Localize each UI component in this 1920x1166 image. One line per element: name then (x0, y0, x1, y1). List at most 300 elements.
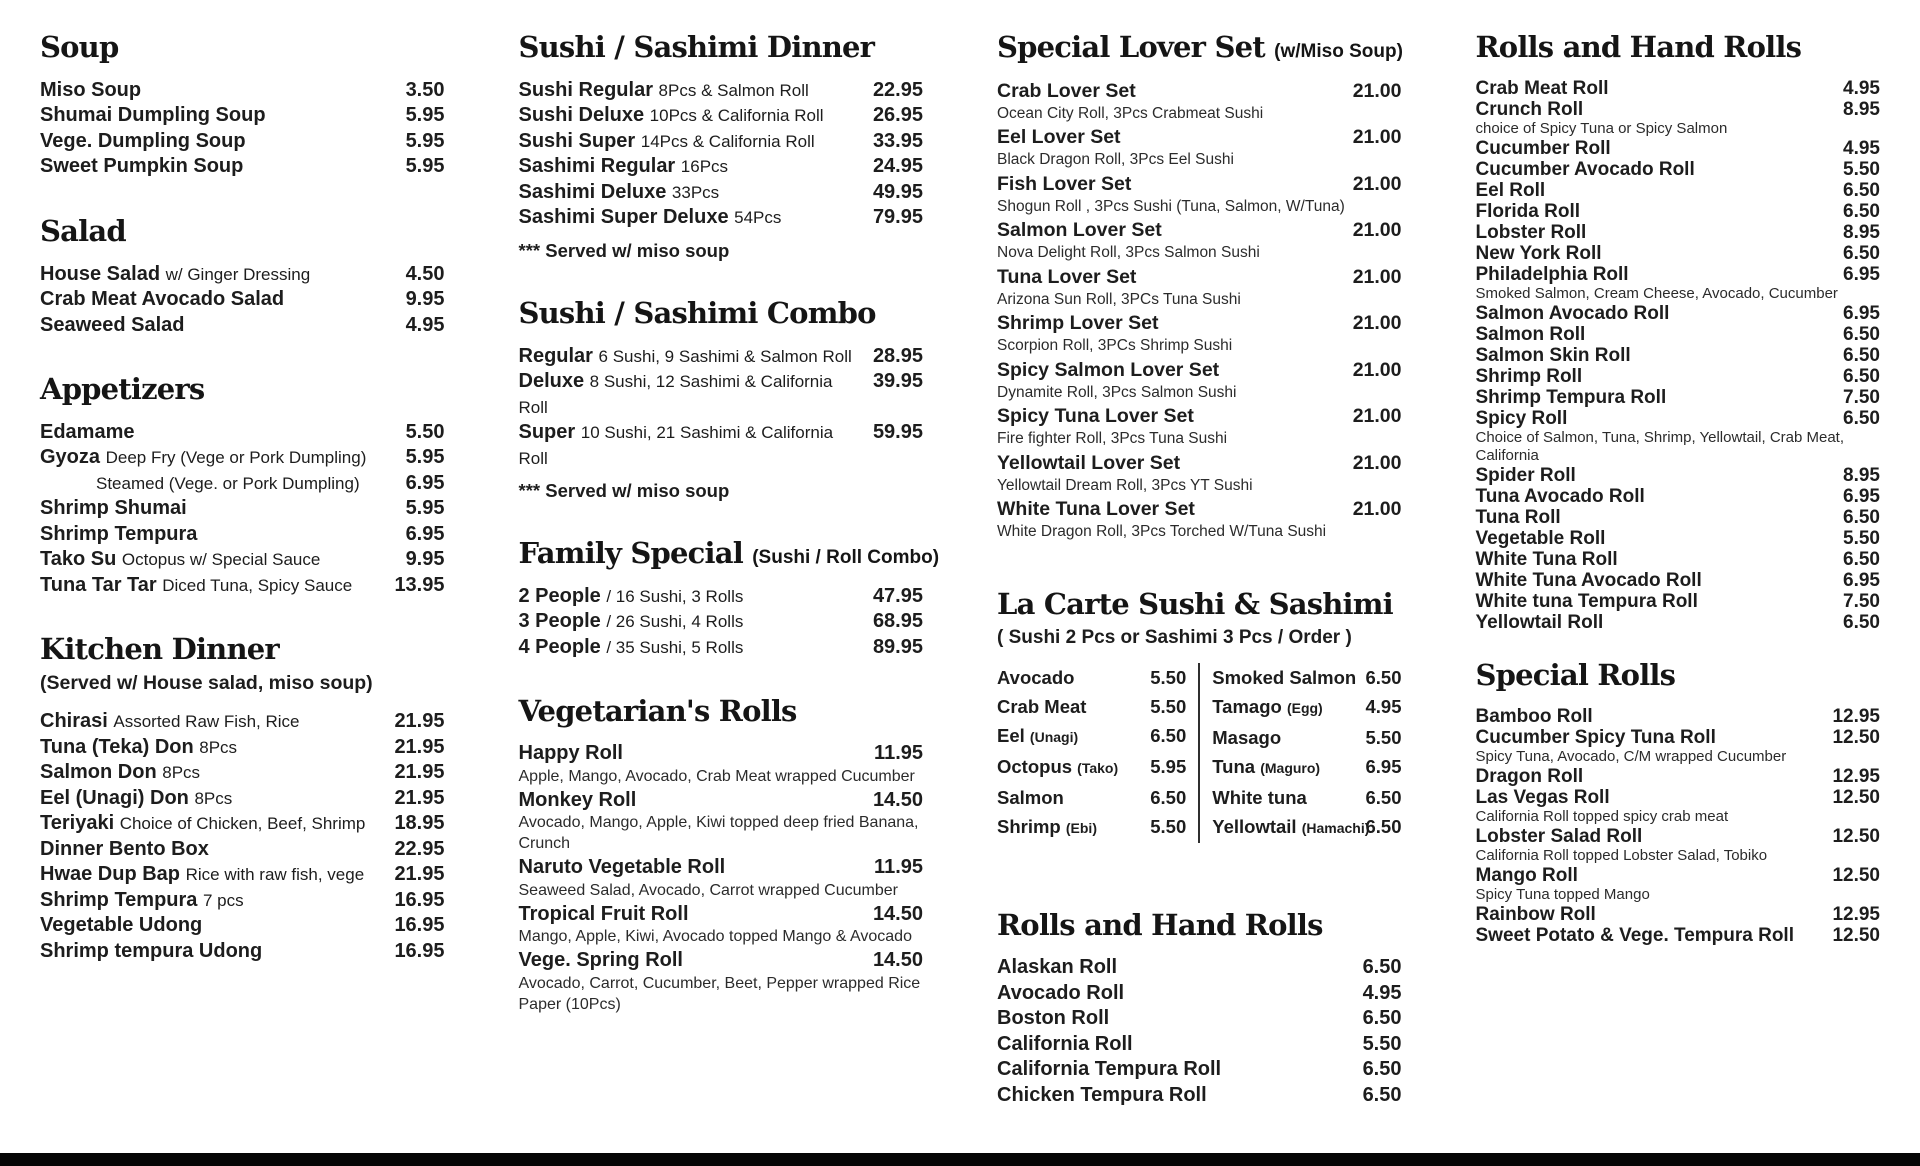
menu-item (40, 496, 445, 522)
item-price: 6.50 (1843, 365, 1880, 387)
item-price: 6.50 (1362, 1058, 1402, 1081)
lacarte-columns (997, 663, 1402, 843)
item-price: 12.50 (1832, 825, 1880, 847)
menu-item (40, 287, 445, 313)
menu-item (997, 981, 1402, 1007)
item-text (1476, 865, 1823, 886)
item-description: White Dragon Roll, 3Pcs Torched W/Tuna Sushi (997, 523, 1327, 541)
item-text (519, 856, 865, 880)
item-name: Eel Lover Set (997, 126, 1121, 149)
item-text (1212, 783, 1361, 812)
menu-item (40, 420, 445, 446)
menu-item (1476, 408, 1881, 429)
item-detail: 33Pcs (671, 182, 720, 202)
item-name: Teriyaki (40, 812, 115, 835)
item-price: 5.50 (1150, 666, 1187, 688)
item-text (997, 692, 1146, 721)
item-text (40, 837, 384, 863)
item-name: Boston Roll (997, 1007, 1110, 1030)
item-text (40, 78, 396, 104)
item-price: 16.95 (394, 888, 445, 911)
item-price: 6.50 (1150, 786, 1187, 808)
menu-item (1476, 99, 1881, 120)
item-price: 5.50 (1843, 158, 1880, 180)
item-name: White tuna (1212, 786, 1307, 808)
item-name: Shrimp (997, 815, 1061, 837)
menu-item (1212, 812, 1401, 843)
item-price: 6.50 (1843, 200, 1880, 222)
item-text (40, 313, 396, 339)
item-price: 6.50 (1362, 1007, 1402, 1030)
item-detail: (Unagi) (1029, 728, 1079, 745)
menu-item (519, 205, 924, 231)
item-text (997, 450, 1343, 476)
item-text (997, 264, 1343, 290)
item-price: 21.00 (1352, 312, 1402, 335)
section-title-text: Rolls and Hand Rolls (1475, 30, 1802, 64)
item-price: 5.50 (1843, 527, 1880, 549)
menu-item (519, 635, 924, 661)
item-text (519, 609, 863, 635)
item-price: 89.95 (872, 635, 923, 658)
menu-item (997, 812, 1186, 843)
menu-item (997, 1032, 1402, 1058)
menu-item (997, 692, 1186, 721)
menu-item (1476, 570, 1881, 591)
item-detail: Choice of Chicken, Beef, Shrimp (119, 814, 366, 834)
item-name: Salmon (997, 786, 1064, 808)
item-name: Chirasi (40, 710, 108, 733)
item-text (1476, 222, 1834, 243)
item-text (1476, 904, 1823, 925)
item-price: 6.95 (1843, 302, 1880, 324)
item-name: Eel (Unagi) Don (40, 786, 189, 809)
item-text (519, 129, 863, 155)
item-text (1476, 925, 1823, 946)
item-detail: 7 pcs (203, 890, 244, 910)
item-text (1476, 591, 1834, 612)
item-detail: (Ebi) (1065, 819, 1097, 836)
item-price: 47.95 (872, 584, 923, 607)
menu-item (1476, 766, 1881, 787)
section-title (40, 30, 445, 65)
item-text (40, 709, 384, 735)
item-name: Masago (1212, 726, 1282, 748)
item-text (40, 573, 384, 599)
menu-item (997, 1006, 1402, 1032)
menu-item (1212, 663, 1401, 692)
item-text (997, 78, 1343, 104)
item-name: Sushi Super (518, 129, 636, 152)
item-price: 6.50 (1843, 179, 1880, 201)
item-text (997, 721, 1146, 752)
item-description: Nova Delight Roll, 3Pcs Salmon Sushi (997, 244, 1260, 262)
item-price: 21.00 (1352, 405, 1402, 428)
menu-column (40, 30, 445, 1142)
section-title-text: Rolls and Hand Rolls (997, 907, 1323, 942)
item-price: 49.95 (872, 180, 923, 203)
item-description: California Roll topped spicy crab meat (1475, 807, 1729, 825)
item-detail: 54Pcs (734, 208, 782, 228)
item-description: Spicy Tuna, Avocado, C/M wrapped Cucumber (1475, 747, 1787, 765)
item-price: 8.95 (1843, 98, 1880, 120)
item-name: Spicy Tuna Lover Set (997, 405, 1194, 428)
item-name: Octopus (997, 755, 1073, 777)
menu-item (1476, 222, 1881, 243)
item-price: 14.50 (872, 788, 923, 811)
item-price: 6.50 (1150, 724, 1187, 746)
item-name: Smoked Salmon (1212, 666, 1357, 688)
item-name: Lobster Salad Roll (1475, 825, 1643, 847)
item-price: 26.95 (872, 104, 923, 127)
section-title (518, 536, 940, 571)
item-text (1476, 612, 1834, 633)
item-text (1476, 303, 1834, 324)
item-price: 4.95 (405, 313, 445, 336)
menu-item (997, 264, 1402, 290)
item-price: 59.95 (872, 421, 923, 444)
menu-item (997, 721, 1186, 752)
item-text (1212, 723, 1361, 752)
item-detail: 6 Sushi, 9 Sashimi & Salmon Roll (598, 346, 852, 366)
section-title (40, 372, 445, 407)
item-price: 6.50 (1362, 956, 1402, 979)
item-text (1476, 78, 1834, 99)
menu-item (1476, 180, 1881, 201)
item-price: 12.50 (1832, 864, 1880, 886)
item-name: Crab Lover Set (997, 79, 1136, 102)
menu-item (1476, 904, 1881, 925)
item-price: 33.95 (872, 129, 923, 152)
section-title (1476, 30, 1881, 65)
item-price: 8.95 (1843, 464, 1880, 486)
item-price: 5.95 (405, 129, 445, 152)
item-text (997, 403, 1343, 429)
item-name: Fish Lover Set (997, 172, 1132, 195)
item-text (1476, 727, 1823, 748)
menu-item (40, 939, 445, 965)
menu-item (997, 450, 1402, 476)
item-name: Cucumber Spicy Tuna Roll (1475, 726, 1716, 748)
menu-item (1476, 787, 1881, 808)
menu-item (519, 103, 924, 129)
item-description: Arizona Sun Roll, 3PCs Tuna Sushi (997, 290, 1241, 308)
menu-section (997, 30, 1402, 543)
item-name: Tuna (1212, 755, 1256, 777)
item-detail: (Tako) (1077, 759, 1119, 776)
item-price: 12.95 (1832, 903, 1880, 925)
item-name: Eel (997, 724, 1025, 746)
item-price: 21.00 (1352, 498, 1402, 521)
item-name: Happy Roll (518, 742, 623, 765)
item-price: 21.00 (1352, 219, 1402, 242)
item-name: Yellowtail (1212, 815, 1297, 837)
item-detail: (Maguro) (1260, 759, 1321, 776)
item-detail: / 16 Sushi, 3 Rolls (606, 586, 744, 606)
item-text (40, 103, 396, 129)
item-name: Miso Soup (40, 78, 142, 101)
section-title (997, 908, 1402, 943)
menu-column (997, 30, 1402, 1142)
item-text (519, 949, 863, 973)
menu-item (997, 1083, 1402, 1109)
item-text (997, 981, 1353, 1007)
menu-item (1476, 159, 1881, 180)
menu-item (997, 310, 1402, 336)
item-name: White Tuna Avocado Roll (1475, 569, 1702, 591)
item-price: 6.50 (1365, 786, 1402, 808)
bottom-edge-bar (0, 1153, 1920, 1166)
menu-item (40, 78, 445, 104)
menu-item (997, 783, 1186, 812)
item-text (1476, 366, 1834, 387)
item-text (96, 471, 396, 497)
item-price: 79.95 (872, 206, 923, 229)
item-text (519, 903, 863, 927)
menu-item (1476, 324, 1881, 345)
item-text (519, 369, 863, 420)
item-name: Shumai Dumpling Soup (40, 104, 266, 127)
section-title-text: Special Lover Set (997, 30, 1265, 64)
item-name: Crab Meat Roll (1475, 77, 1609, 99)
item-text (519, 205, 863, 231)
item-detail: Diced Tuna, Spicy Sauce (162, 575, 353, 595)
menu-item (40, 786, 445, 812)
item-name: Lobster Roll (1475, 221, 1587, 243)
menu-item (997, 217, 1402, 243)
item-text (997, 752, 1146, 783)
menu-section (40, 30, 445, 180)
menu-section (40, 372, 445, 598)
item-text (519, 420, 863, 471)
item-name: Shrimp Tempura (40, 888, 198, 911)
section-title (519, 296, 924, 331)
item-price: 5.50 (1362, 1032, 1402, 1055)
item-name: Salmon Lover Set (997, 219, 1162, 242)
item-price: 24.95 (872, 155, 923, 178)
item-name: White Tuna Roll (1475, 548, 1618, 570)
item-text (40, 939, 384, 965)
item-text (40, 154, 396, 180)
item-name: Vege. Dumpling Soup (40, 129, 246, 152)
item-name: Super (518, 421, 576, 444)
menu-section (40, 214, 445, 338)
item-detail: 14Pcs & California Roll (640, 131, 815, 151)
item-detail: 8Pcs & Salmon Roll (658, 80, 809, 100)
item-price: 22.95 (872, 78, 923, 101)
item-name: California Roll (997, 1032, 1133, 1055)
item-text (1476, 787, 1823, 808)
item-price: 4.95 (1365, 695, 1402, 717)
item-name: Sashimi Regular (518, 155, 676, 178)
section-title (997, 587, 1402, 622)
item-price: 8.95 (1843, 221, 1880, 243)
item-text (997, 783, 1146, 812)
item-name: Tako Su (40, 548, 117, 571)
menu-item (40, 709, 445, 735)
item-price: 28.95 (872, 344, 923, 367)
item-price: 5.95 (405, 104, 445, 127)
item-text (997, 1083, 1353, 1109)
menu-item (40, 154, 445, 180)
menu-section (997, 587, 1402, 843)
item-name: Philadelphia Roll (1475, 263, 1629, 285)
item-name: Avocado (997, 666, 1075, 688)
item-text (519, 635, 863, 661)
item-text (1476, 387, 1834, 408)
menu-item (40, 888, 445, 914)
item-text (1476, 826, 1823, 847)
item-name: Shrimp Lover Set (997, 312, 1159, 335)
item-text (40, 496, 396, 522)
section-subtitle: (Served w/ House salad, miso soup) (40, 672, 373, 695)
menu-item (519, 949, 924, 973)
item-text (1476, 243, 1834, 264)
section-subtitle: ( Sushi 2 Pcs or Sashimi 3 Pcs / Order ) (997, 626, 1352, 648)
item-name: Deluxe (518, 370, 585, 393)
item-detail: Octopus w/ Special Sauce (121, 550, 321, 570)
menu-item (997, 955, 1402, 981)
item-text (1476, 99, 1834, 120)
item-name: Crunch Roll (1475, 98, 1584, 120)
item-name: Gyoza (40, 446, 101, 469)
menu-item (1476, 865, 1881, 886)
menu-item (40, 573, 445, 599)
item-name: Sushi Regular (518, 78, 653, 101)
item-name: Florida Roll (1475, 200, 1580, 222)
item-text (997, 1006, 1353, 1032)
item-text (1476, 408, 1834, 429)
item-name: Cucumber Roll (1475, 137, 1611, 159)
item-text (1212, 663, 1361, 692)
item-text (997, 1057, 1353, 1083)
item-price: 16.95 (394, 914, 445, 937)
item-text (519, 584, 863, 610)
item-price: 21.00 (1352, 126, 1402, 149)
menu-item (40, 735, 445, 761)
menu-section (519, 296, 924, 502)
item-price: 4.50 (405, 262, 445, 285)
item-name: Yellowtail Lover Set (997, 451, 1181, 474)
item-name: Tuna Lover Set (997, 265, 1137, 288)
item-name: Tamago (1212, 695, 1282, 717)
menu-item (40, 313, 445, 339)
item-description: Shogun Roll , 3Pcs Sushi (Tuna, Salmon, W/Tuna) (997, 197, 1345, 215)
menu-item (997, 124, 1402, 150)
item-price: 5.50 (1150, 815, 1187, 837)
menu-item (40, 862, 445, 888)
item-detail: Rice with raw fish, vege (185, 865, 365, 885)
section-title-text: Sushi / Sashimi Dinner (518, 30, 875, 64)
menu-item (40, 547, 445, 573)
item-text (997, 171, 1343, 197)
menu-item (1476, 138, 1881, 159)
item-name: Monkey Roll (518, 788, 637, 811)
item-text (40, 522, 396, 548)
item-description: Smoked Salmon, Cream Cheese, Avocado, Cucumber (1475, 284, 1838, 302)
item-text (997, 496, 1343, 522)
item-text (519, 78, 863, 104)
item-price: 6.50 (1843, 506, 1880, 528)
item-name: Naruto Vegetable Roll (518, 856, 726, 879)
item-description: Dynamite Roll, 3Pcs Salmon Sushi (997, 383, 1237, 401)
item-text (1476, 465, 1834, 486)
item-price: 5.95 (1150, 755, 1187, 777)
item-price: 6.50 (1843, 242, 1880, 264)
item-text (997, 955, 1353, 981)
item-text (1476, 570, 1834, 591)
menu-section (1476, 658, 1881, 946)
item-price: 5.95 (405, 155, 445, 178)
item-text (40, 129, 396, 155)
menu-item (997, 357, 1402, 383)
menu-item (40, 913, 445, 939)
item-text (1476, 549, 1834, 570)
item-description: Avocado, Mango, Apple, Kiwi topped deep fried Banana, Crunch (518, 814, 919, 853)
item-text (1476, 486, 1834, 507)
item-name: Vegetable Roll (1475, 527, 1606, 549)
menu-item (40, 837, 445, 863)
item-name: Vegetable Udong (40, 914, 203, 937)
item-name: Sweet Potato & Vege. Tempura Roll (1475, 924, 1794, 946)
item-detail: Steamed (Vege. or Pork Dumpling) (96, 473, 360, 493)
item-price: 68.95 (872, 610, 923, 633)
item-price: 6.50 (1843, 407, 1880, 429)
section-title (40, 214, 445, 249)
item-name: Tuna Roll (1475, 506, 1561, 528)
item-name: Hwae Dup Bap (40, 863, 181, 886)
section-note: *** Served w/ miso soup (518, 480, 730, 502)
item-description: Fire fighter Roll, 3Pcs Tuna Sushi (997, 430, 1228, 448)
item-name: Seaweed Salad (40, 313, 185, 336)
item-name: Sushi Deluxe (518, 104, 645, 127)
item-text (1212, 692, 1361, 723)
item-price: 4.95 (1843, 77, 1880, 99)
menu-item (1476, 549, 1881, 570)
item-name: Shrimp Shumai (40, 497, 187, 520)
menu-item (1476, 78, 1881, 99)
item-price: 13.95 (394, 573, 445, 596)
menu-item (40, 811, 445, 837)
menu-item (1476, 591, 1881, 612)
item-text (519, 180, 863, 206)
item-detail: 10 Sushi, 21 Sashimi & California Roll (518, 423, 834, 468)
item-price: 21.95 (394, 761, 445, 784)
menu-section (519, 694, 924, 1014)
item-text (1212, 752, 1361, 783)
item-name: Sashimi Deluxe (518, 180, 667, 203)
menu-item (1476, 243, 1881, 264)
menu-item (519, 609, 924, 635)
item-name: Regular (518, 344, 593, 367)
menu-item (1476, 727, 1881, 748)
item-text (40, 420, 396, 446)
item-name: Bamboo Roll (1475, 705, 1593, 727)
menu-item (1476, 465, 1881, 486)
menu-item (1476, 507, 1881, 528)
item-name: Chicken Tempura Roll (997, 1083, 1207, 1106)
menu-item (40, 445, 445, 471)
menu-item (997, 496, 1402, 522)
item-name: Salmon Roll (1475, 323, 1586, 345)
item-text (519, 789, 863, 813)
menu-column (518, 30, 940, 1142)
item-text (40, 811, 384, 837)
item-price: 6.50 (1843, 611, 1880, 633)
item-detail: 8Pcs (162, 763, 201, 783)
item-price: 14.50 (872, 902, 923, 925)
menu-section (997, 908, 1402, 1109)
